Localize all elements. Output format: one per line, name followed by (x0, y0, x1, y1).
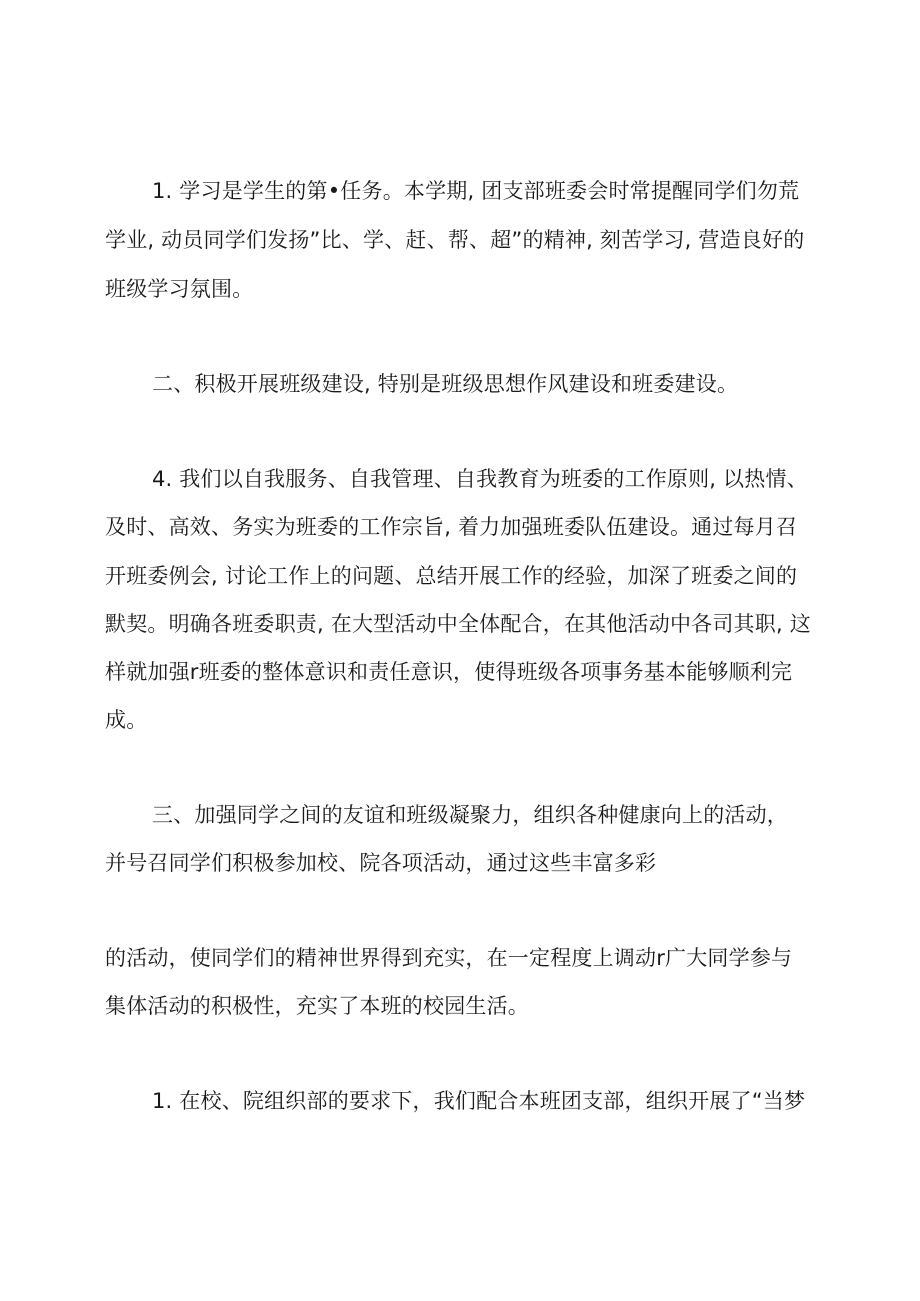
paragraph-4-line-1: 三、加强同学之间的友谊和班级凝聚力，组织各种健康向上的活动， (152, 803, 788, 827)
paragraph-3-line-3: 开班委例会, 讨论工作上的问题、总结开展工作的经验，加深了班委之间的 (105, 564, 798, 588)
paragraph-1-line-3: 班级学习氛围。 (105, 277, 254, 301)
paragraph-5-line-2: 集体活动的积极性，充实了本班的校园生活。 (105, 994, 529, 1018)
paragraph-5-line-1: 的活动，使同学们的精神世界得到充实，在一定程度上调动r广大同学参与 (105, 946, 793, 970)
paragraph-1-line-1: 1. 学习是学生的第•任务。本学期, 团支部班委会时常提醒同学们勿荒 (152, 179, 800, 203)
paragraph-3-line-4: 默契。明确各班委职责, 在大型活动中全体配合，在其他活动中各司其职, 这 (105, 612, 811, 636)
paragraph-4-line-2: 并号召同学们积极参加校、院各项活动，通过这些丰富多彩 (105, 851, 657, 875)
paragraph-6-line-1: 1. 在校、院组织部的要求下，我们配合本班团支部，组织开展了“当梦 (152, 1089, 806, 1113)
paragraph-3-line-5: 样就加强r班委的整体意识和责任意识，使得班级各项事务基本能够顺利完 (105, 660, 793, 684)
paragraph-3-line-1: 4. 我们以自我服务、自我管理、自我教育为班委的工作原则, 以热情、 (152, 467, 808, 491)
paragraph-2-line-1: 二、积极开展班级建设, 特别是班级思想作风建设和班委建设。 (152, 372, 739, 396)
paragraph-3-line-2: 及时、高效、务实为班委的工作宗旨, 着力加强班委队伍建设。通过每月召 (105, 515, 798, 539)
paragraph-1-line-2: 学业, 动员同学们发扬”比、学、赶、帮、超”的精神, 刻苦学习, 营造良好的 (105, 228, 805, 252)
paragraph-3-line-6: 成。 (105, 708, 148, 732)
